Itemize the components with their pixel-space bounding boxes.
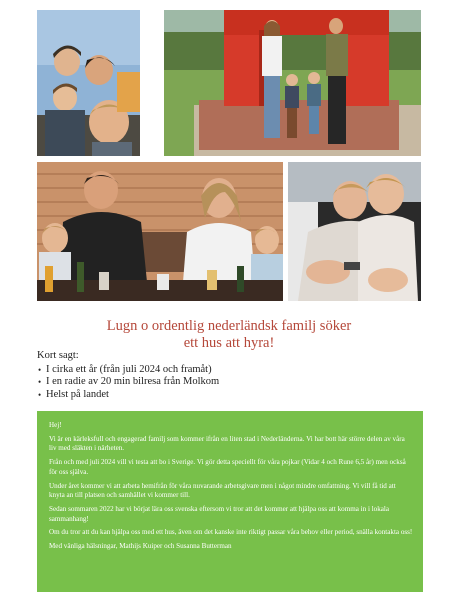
photo-family-selfie (37, 10, 140, 156)
summary-heading: Kort sagt: (37, 350, 79, 361)
photo-family-red-sculpture (164, 10, 421, 156)
letter-paragraph: Från och med juli 2024 vill vi testa att bo i Sverige. Vi gör detta speciellt för våra pojkar (Vidar 4 och Rune 6,5 år) men också för oss själva. (49, 458, 406, 476)
letter-greeting: Hej! (49, 421, 62, 429)
summary-section (37, 350, 417, 401)
page-title (0, 318, 458, 352)
title-line-2: ett hus att hyra! (183, 335, 275, 351)
summary-list (37, 364, 417, 402)
photo-two-boys (288, 162, 421, 301)
title-line-1: Lugn o ordentlig nederländsk familj söker (106, 318, 352, 334)
boys-portrait-photo (288, 162, 421, 301)
letter-paragraph: Under året kommer vi att arbeta hemifrån för våra nuvarande arbetsgivare men i något mindre omfattning. Vi vill få tid att knyta an till platsen och samhället vi kommer till. (49, 481, 396, 500)
letter-paragraph: Sedan sommaren 2022 har vi börjat lära oss svenska eftersom vi tror att det kommer att hjälpa oss att komma in i lokala sammanhang! (49, 504, 390, 523)
letter-box (37, 411, 423, 592)
letter-paragraph: Vi är en kärleksfull och engagerad familj som kommer ifrån en liten stad i Nederländerna. Vi har bott här större delen av våra liv med släkten i närheten. (49, 434, 405, 453)
letter-paragraph: Om du tror att du kan hjälpa oss med ett hus, även om det kanske inte riktigt passar våra behov eller period, snälla kontakta oss! (49, 528, 413, 537)
family-outdoor-photo (164, 10, 421, 156)
family-restaurant-photo (37, 162, 283, 301)
letter-signature: Med vänliga hälsningar, Mathijs Kuiper och Susanna Butterman (49, 542, 232, 551)
summary-item: • I en radie av 20 min bilresa från Molkom (37, 376, 417, 389)
summary-item: • Helst på landet (37, 389, 417, 402)
family-selfie-photo (37, 10, 140, 156)
summary-item: • I cirka ett år (från juli 2024 och framåt) (37, 364, 417, 377)
photo-family-restaurant (37, 162, 283, 301)
